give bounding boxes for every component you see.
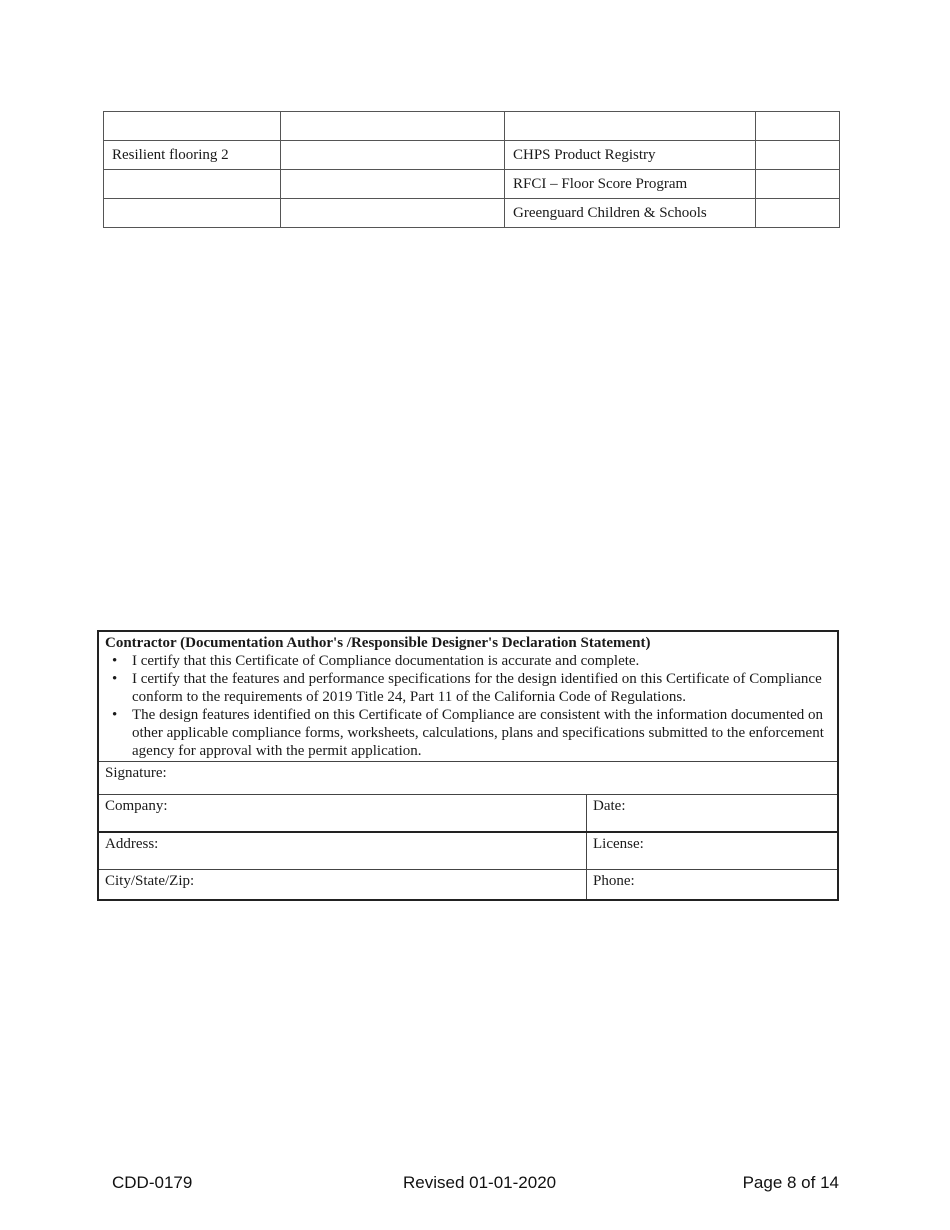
footer-revised-date: Revised 01-01-2020: [403, 1173, 557, 1192]
company-label: Company:: [105, 798, 168, 814]
phone-label: Phone:: [593, 873, 635, 889]
table-cell: [756, 141, 840, 170]
signature-field[interactable]: [99, 761, 837, 794]
declaration-item: • The design features identified on this Certificate of Compliance are consistent with the information documented on other applicable compliance forms, worksheets, calculations, plans and specifications submitted to the enforcement agency for approval with the permit application.: [132, 706, 831, 760]
table-cell: Greenguard Children & Schools: [505, 199, 756, 228]
table-cell: [104, 170, 281, 199]
table-row: [104, 112, 840, 141]
city-state-zip-label: City/State/Zip:: [105, 873, 195, 889]
declaration-statement: [99, 632, 837, 761]
table-cell: RFCI – Floor Score Program: [505, 170, 756, 199]
address-label: Address:: [105, 836, 159, 852]
company-date-row: [99, 794, 837, 831]
declaration-box: [97, 630, 839, 901]
table-cell: Resilient flooring 2: [104, 141, 281, 170]
table-cell: [756, 170, 840, 199]
table-row: [104, 199, 840, 228]
phone-field[interactable]: [587, 870, 837, 899]
city-state-zip-field[interactable]: [99, 870, 587, 899]
table-cell: [505, 112, 756, 141]
table-cell: [281, 170, 505, 199]
product-table: [103, 111, 840, 228]
table-cell: [281, 199, 505, 228]
address-license-row: [99, 831, 837, 869]
table-cell: CHPS Product Registry: [505, 141, 756, 170]
footer-form-id: CDD-0179: [112, 1173, 193, 1192]
declaration-title: Contractor (Documentation Author's /Responsible Designer's Declaration Statement): [105, 635, 651, 651]
table-cell: [756, 199, 840, 228]
table-cell: [281, 141, 505, 170]
table-cell: [104, 112, 281, 141]
company-field[interactable]: [99, 795, 587, 831]
table-cell: [104, 199, 281, 228]
table-row: [104, 141, 840, 170]
city-phone-row: [99, 869, 837, 899]
declaration-item: • I certify that the features and performance specifications for the design identified on this Certificate of Compliance conform to the requirements of 2019 Title 24, Part 11 of the California Code of Regulations.: [132, 670, 831, 706]
table-cell: [756, 112, 840, 141]
license-field[interactable]: [587, 833, 837, 869]
declaration-list: [105, 652, 831, 760]
table-cell: [281, 112, 505, 141]
date-label: Date:: [593, 798, 626, 814]
date-field[interactable]: [587, 795, 837, 831]
signature-label: Signature:: [105, 765, 167, 781]
address-field[interactable]: [99, 833, 587, 869]
declaration-item: • I certify that this Certificate of Compliance documentation is accurate and complete.: [132, 652, 831, 670]
footer-page-number: Page 8 of 14: [742, 1173, 839, 1192]
table-row: [104, 170, 840, 199]
license-label: License:: [593, 836, 644, 852]
